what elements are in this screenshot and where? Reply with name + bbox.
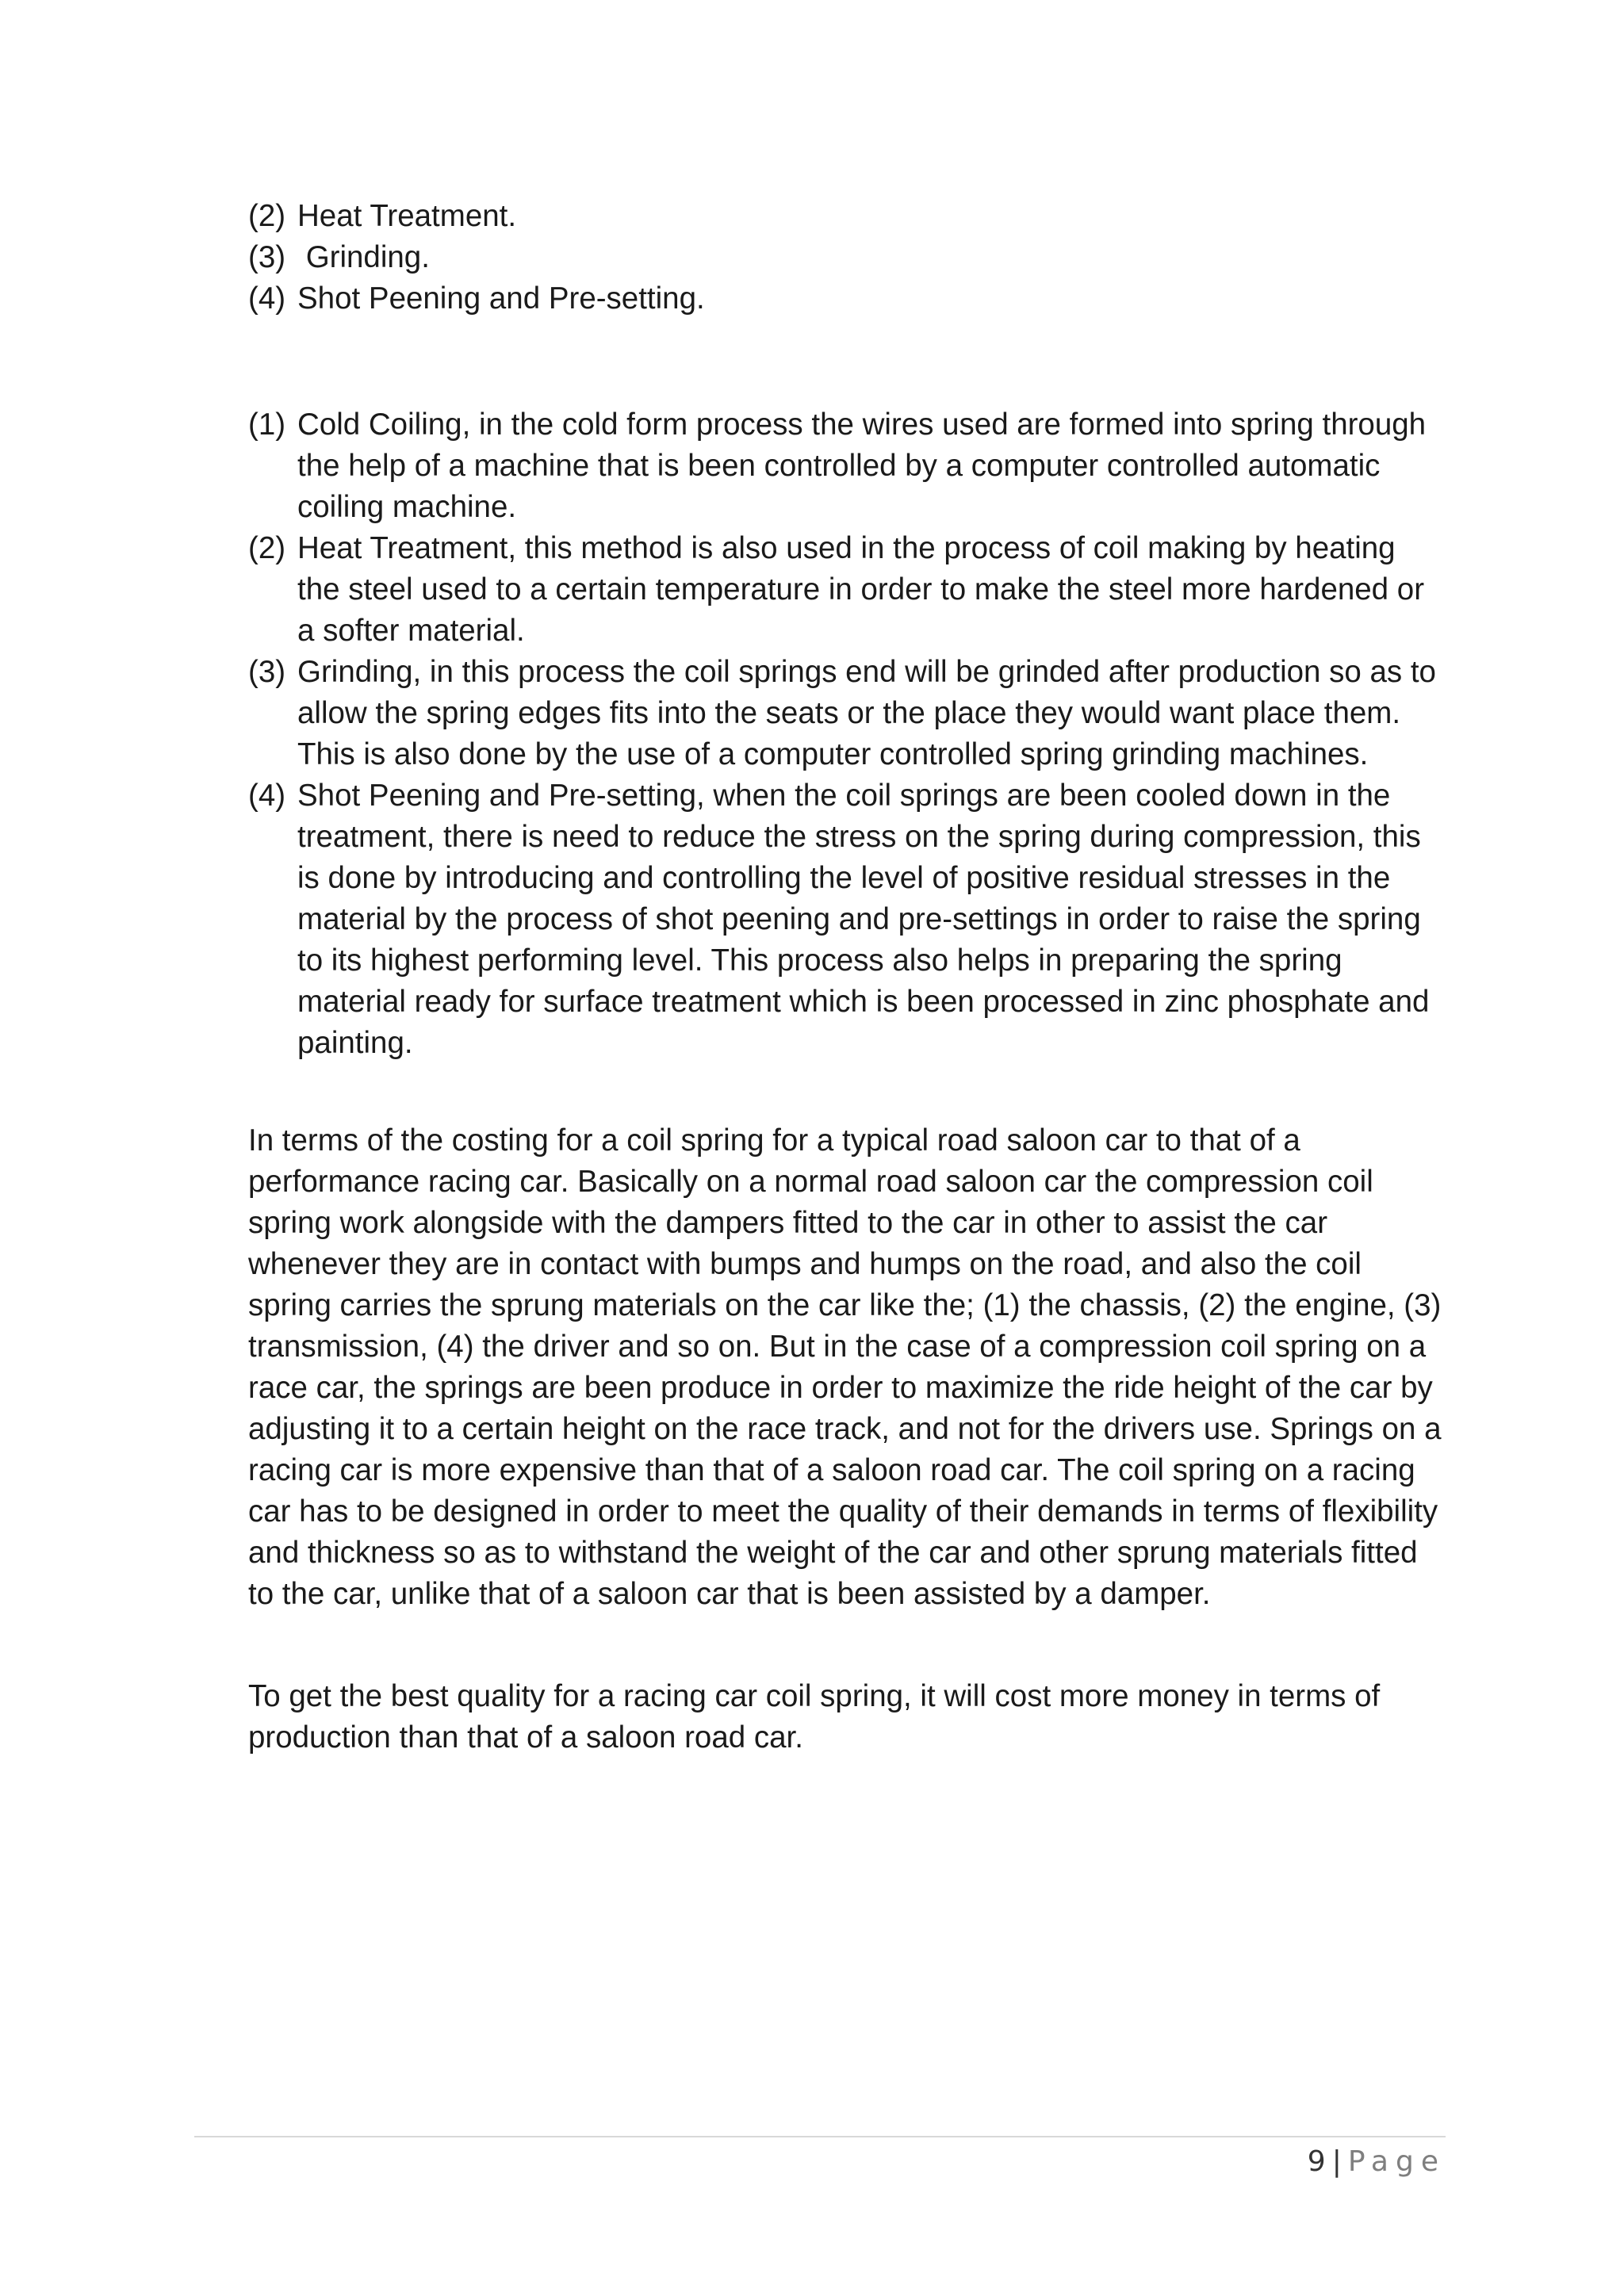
list-item-text: Heat Treatment, this method is also used in the process of coil making by heating the steel used to a certain temperature in order to make the steel more hardened or a softer material. bbox=[297, 531, 1425, 648]
list-item-number: (2) bbox=[248, 199, 286, 233]
page-footer bbox=[1308, 2145, 1446, 2179]
list-item-number: (3) bbox=[248, 240, 286, 274]
process-detail-list bbox=[248, 404, 1446, 1064]
list-item-text: Cold Coiling, in the cold form process the wires used are formed into spring through the help of a machine that is been controlled by a computer controlled automatic coiling machine. bbox=[297, 408, 1427, 524]
list-item-text: Shot Peening and Pre-setting. bbox=[297, 281, 705, 316]
list-item-text: Heat Treatment. bbox=[297, 199, 517, 233]
list-item-text: Grinding, in this process the coil springs end will be grinded after production so as to allow the spring edges fits into the seats or the place they would want place them. This is also done by the use of a computer controlled spring grinding machines. bbox=[297, 655, 1436, 771]
page-number: 9 bbox=[1307, 2145, 1326, 2178]
list-item-number: (1) bbox=[248, 408, 286, 442]
process-summary-list bbox=[248, 196, 1446, 320]
list-item-text: Grinding. bbox=[297, 240, 430, 274]
list-item bbox=[248, 652, 1446, 775]
costing-paragraph: In terms of the costing for a coil spring for a typical road saloon car to that of a performance racing car. Basically on a normal road saloon car the compression coil spring work alongside with the dampers fitted to the car in other to assist the car whenever they are in contact with bumps and humps on the road, and also the coil spring carries the sprung materials on the car like the; (1) the chassis, (2) the engine, (3) transmission, (4) the driver and so on. But in the case of a compression coil spring on a race car, the springs are been produce in order to maximize the ride height of the car by adjusting it to a certain height on the race track, and not for the drivers use. Springs on a racing car is more expensive than that of a saloon road car. The coil spring on a racing car has to be designed in order to meet the quality of their demands in terms of flexibility and thickness so as to withstand the weight of the car and other sprung materials fitted to the car, unlike that of a saloon car that is been assisted by a damper. bbox=[248, 1123, 1442, 1611]
list-item-number: (2) bbox=[248, 531, 286, 565]
list-item bbox=[248, 278, 1446, 320]
list-item-text: Shot Peening and Pre-setting, when the coil springs are been cooled down in the treatment, there is need to reduce the stress on the spring during compression, this is done by introducing and controlling the level of positive residual stresses in the material by the process of shot peening and pre-settings in order to raise the spring to its highest performing level. This process also helps in preparing the spring material ready for surface treatment which is been processed in zinc phosphate and painting. bbox=[297, 779, 1430, 1060]
conclusion-paragraph: To get the best quality for a racing car coil spring, it will cost more money in terms of production than that of a saloon road car. bbox=[248, 1679, 1381, 1755]
list-item bbox=[248, 237, 1446, 278]
footer-divider bbox=[194, 2136, 1446, 2137]
list-item-number: (4) bbox=[248, 281, 286, 316]
list-item-number: (3) bbox=[248, 655, 286, 689]
page-separator: | bbox=[1331, 2145, 1342, 2178]
list-item bbox=[248, 196, 1446, 237]
list-item-number: (4) bbox=[248, 779, 286, 813]
list-item bbox=[248, 775, 1446, 1064]
page-label: Page bbox=[1347, 2145, 1446, 2178]
list-item bbox=[248, 404, 1446, 528]
list-item bbox=[248, 528, 1446, 652]
